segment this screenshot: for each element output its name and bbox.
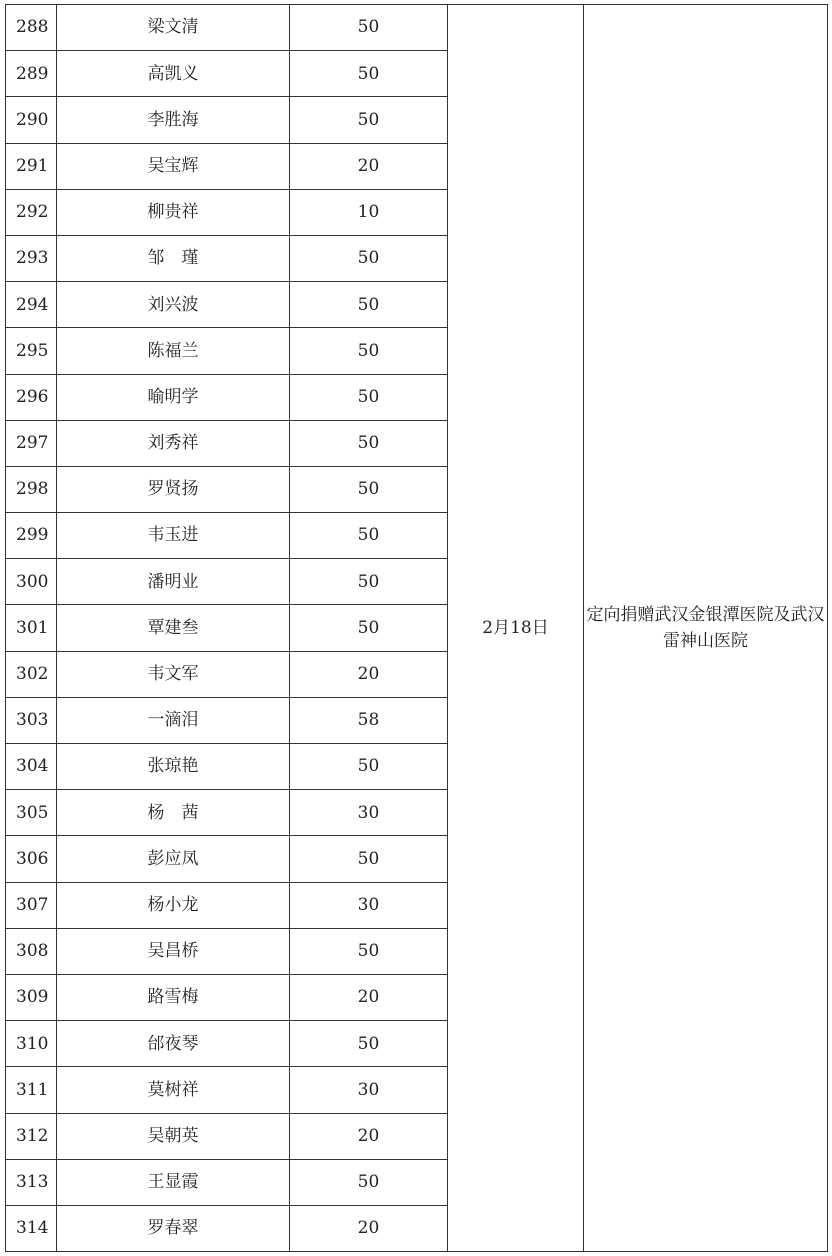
row-number: 310 [6, 1021, 57, 1067]
row-number: 291 [6, 143, 57, 189]
donor-name: 杨小龙 [57, 882, 290, 928]
row-number: 295 [6, 328, 57, 374]
donor-name: 韦文军 [57, 651, 290, 697]
donor-name: 李胜海 [57, 97, 290, 143]
donation-amount: 50 [290, 1021, 448, 1067]
donor-name: 路雪梅 [57, 974, 290, 1020]
donor-name: 罗贤扬 [57, 466, 290, 512]
donation-amount: 10 [290, 189, 448, 235]
row-number: 288 [6, 5, 57, 51]
donor-name: 梁文清 [57, 5, 290, 51]
row-number: 296 [6, 374, 57, 420]
donor-name: 韦玉进 [57, 513, 290, 559]
donation-amount: 50 [290, 1159, 448, 1205]
donation-note: 定向捐赠武汉金银潭医院及武汉雷神山医院 [584, 5, 828, 1252]
row-number: 298 [6, 466, 57, 512]
row-number: 307 [6, 882, 57, 928]
donor-name: 刘秀祥 [57, 420, 290, 466]
donation-amount: 50 [290, 513, 448, 559]
row-number: 293 [6, 235, 57, 281]
donor-name: 吴朝英 [57, 1113, 290, 1159]
donor-name: 邹 瑾 [57, 235, 290, 281]
donor-name: 覃建叁 [57, 605, 290, 651]
donation-amount: 50 [290, 605, 448, 651]
row-number: 311 [6, 1067, 57, 1113]
donation-amount: 50 [290, 5, 448, 51]
row-number: 301 [6, 605, 57, 651]
donation-amount: 50 [290, 51, 448, 97]
donor-name: 柳贵祥 [57, 189, 290, 235]
donation-amount: 50 [290, 744, 448, 790]
row-number: 313 [6, 1159, 57, 1205]
donation-amount: 50 [290, 97, 448, 143]
row-number: 302 [6, 651, 57, 697]
donation-date: 2月18日 [448, 5, 584, 1252]
row-number: 294 [6, 282, 57, 328]
donor-name: 陈福兰 [57, 328, 290, 374]
row-number: 299 [6, 513, 57, 559]
row-number: 308 [6, 928, 57, 974]
donation-amount: 58 [290, 697, 448, 743]
row-number: 304 [6, 744, 57, 790]
donation-amount: 50 [290, 928, 448, 974]
donation-amount: 50 [290, 282, 448, 328]
donor-name: 吴宝辉 [57, 143, 290, 189]
donation-amount: 20 [290, 651, 448, 697]
donor-name: 莫树祥 [57, 1067, 290, 1113]
donor-name: 潘明业 [57, 559, 290, 605]
donor-name: 刘兴波 [57, 282, 290, 328]
row-number: 303 [6, 697, 57, 743]
donation-amount: 30 [290, 790, 448, 836]
donor-name: 杨 茜 [57, 790, 290, 836]
donor-name: 张琼艳 [57, 744, 290, 790]
donation-table-body [6, 5, 828, 1252]
donation-amount: 20 [290, 1113, 448, 1159]
row-number: 309 [6, 974, 57, 1020]
donor-name: 吴昌桥 [57, 928, 290, 974]
table-row [6, 5, 828, 51]
donation-amount: 50 [290, 836, 448, 882]
donor-name: 喻明学 [57, 374, 290, 420]
donor-name: 王显霞 [57, 1159, 290, 1205]
donation-amount: 30 [290, 1067, 448, 1113]
row-number: 306 [6, 836, 57, 882]
donation-amount: 50 [290, 466, 448, 512]
row-number: 289 [6, 51, 57, 97]
donation-amount: 50 [290, 328, 448, 374]
donation-amount: 50 [290, 374, 448, 420]
donor-name: 彭应凤 [57, 836, 290, 882]
donation-amount: 20 [290, 1205, 448, 1251]
row-number: 292 [6, 189, 57, 235]
row-number: 297 [6, 420, 57, 466]
row-number: 305 [6, 790, 57, 836]
donation-table [5, 4, 828, 1252]
donation-amount: 30 [290, 882, 448, 928]
row-number: 300 [6, 559, 57, 605]
row-number: 290 [6, 97, 57, 143]
donation-amount: 20 [290, 143, 448, 189]
donor-name: 一滴泪 [57, 697, 290, 743]
row-number: 314 [6, 1205, 57, 1251]
donation-amount: 50 [290, 420, 448, 466]
donor-name: 罗春翠 [57, 1205, 290, 1251]
donation-amount: 20 [290, 974, 448, 1020]
donation-amount: 50 [290, 235, 448, 281]
donor-name: 高凯义 [57, 51, 290, 97]
donor-name: 邰夜琴 [57, 1021, 290, 1067]
row-number: 312 [6, 1113, 57, 1159]
donation-amount: 50 [290, 559, 448, 605]
